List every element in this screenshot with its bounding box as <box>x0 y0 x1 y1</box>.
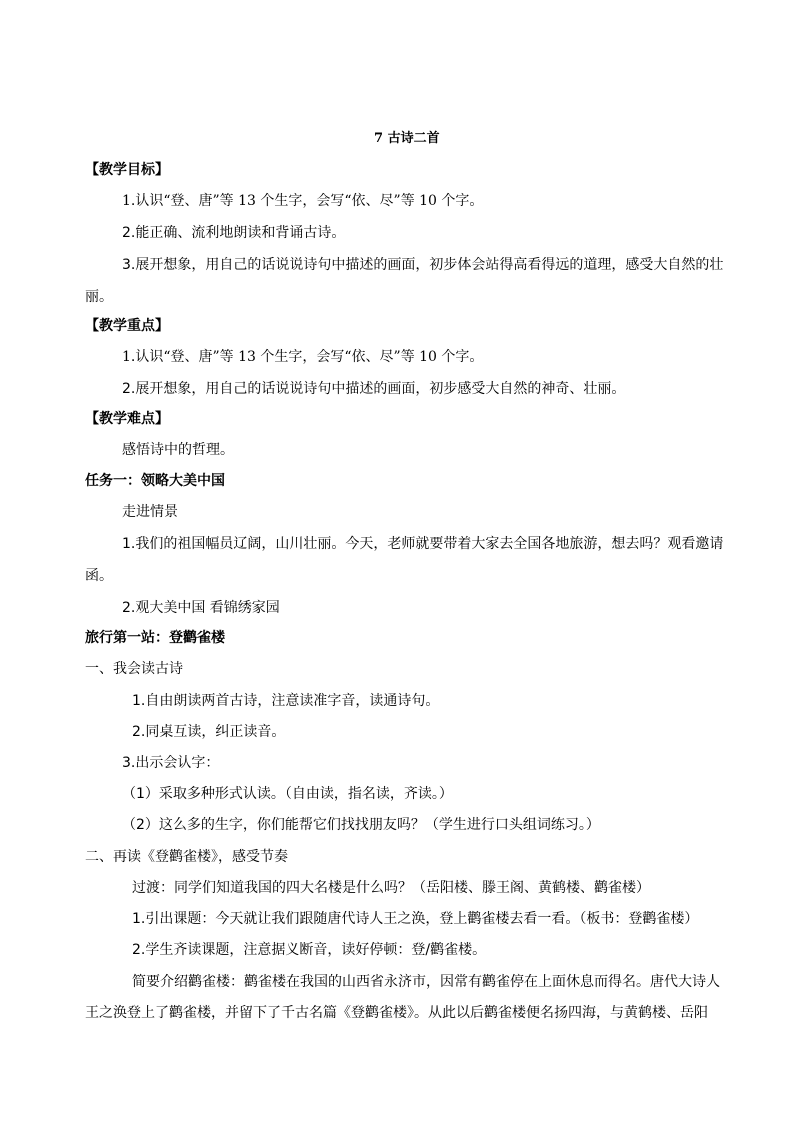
task1-line: 2.观大美中国 看锦绣家园 <box>122 600 280 616</box>
rhythm-line: 1.引出课题：今天就让我们跟随唐代诗人王之涣，登上鹳雀楼去看一看。（板书：登鹳雀楼） <box>132 911 699 927</box>
difficulties-heading: 【教学难点】 <box>85 411 169 427</box>
task1-line: 1.我们的祖国幅员辽阔，山川壮丽。今天，老师就要带着大家去全国各地旅游，想去吗？观看邀请 <box>122 536 724 552</box>
rhythm-line-continued: 王之涣登上了鹳雀楼，并留下了千古名篇《登鹳雀楼》。从此以后鹳雀楼便名扬四海，与黄鹤楼、岳阳 <box>85 1005 708 1021</box>
goal-item-continued: 丽。 <box>85 289 113 305</box>
key-point-item: 1.认识“登、唐”等 13 个生字，会写“依、尽”等 10 个字。 <box>122 349 484 365</box>
section-heading-rhythm: 二、再读《登鹳雀楼》，感受节奏 <box>85 849 288 865</box>
read-poems-line: （1）采取多种形式认读。（自由读，指名读，齐读。） <box>122 786 453 802</box>
rhythm-line: 过渡：同学们知道我国的四大名楼是什么吗？（岳阳楼、滕王阁、黄鹤楼、鹳雀楼） <box>132 880 650 896</box>
task1-heading: 任务一：领略大美中国 <box>85 473 225 489</box>
read-poems-line: 3.出示会认字： <box>122 755 220 771</box>
key-point-item: 2.展开想象，用自己的话说说诗句中描述的画面，初步感受大自然的神奇、壮丽。 <box>122 381 626 397</box>
rhythm-line: 简要介绍鹳雀楼：鹳雀楼在我国的山西省永济市，因常有鹳雀停在上面休息而得名。唐代大诗人 <box>132 974 720 990</box>
rhythm-line: 2.学生齐读课题，注意据义断音，读好停顿：登/鹳雀楼。 <box>132 942 487 958</box>
task1-line-continued: 函。 <box>85 568 113 584</box>
read-poems-line: 2.同桌互读，纠正读音。 <box>132 724 286 740</box>
goal-item: 3.展开想象，用自己的话说说诗句中描述的画面，初步体会站得高看得远的道理，感受大自然的壮 <box>122 257 724 273</box>
read-poems-line: 1.自由朗读两首古诗，注意读准字音，读通诗句。 <box>132 693 440 709</box>
read-poems-line: （2）这么多的生字，你们能帮它们找找朋友吗？（学生进行口头组词练习。） <box>122 817 600 833</box>
goal-item: 1.认识“登、唐”等 13 个生字，会写“依、尽”等 10 个字。 <box>122 193 484 209</box>
difficulty-item: 感悟诗中的哲理。 <box>122 442 234 458</box>
teaching-goals-heading: 【教学目标】 <box>85 162 169 178</box>
key-points-heading: 【教学重点】 <box>85 318 169 334</box>
station1-heading: 旅行第一站：登鹳雀楼 <box>85 630 225 646</box>
task1-line: 走进情景 <box>122 504 178 520</box>
document-title: 7 古诗二首 <box>374 131 440 146</box>
section-heading-read-poems: 一、我会读古诗 <box>85 661 183 677</box>
goal-item: 2.能正确、流利地朗读和背诵古诗。 <box>122 225 346 241</box>
